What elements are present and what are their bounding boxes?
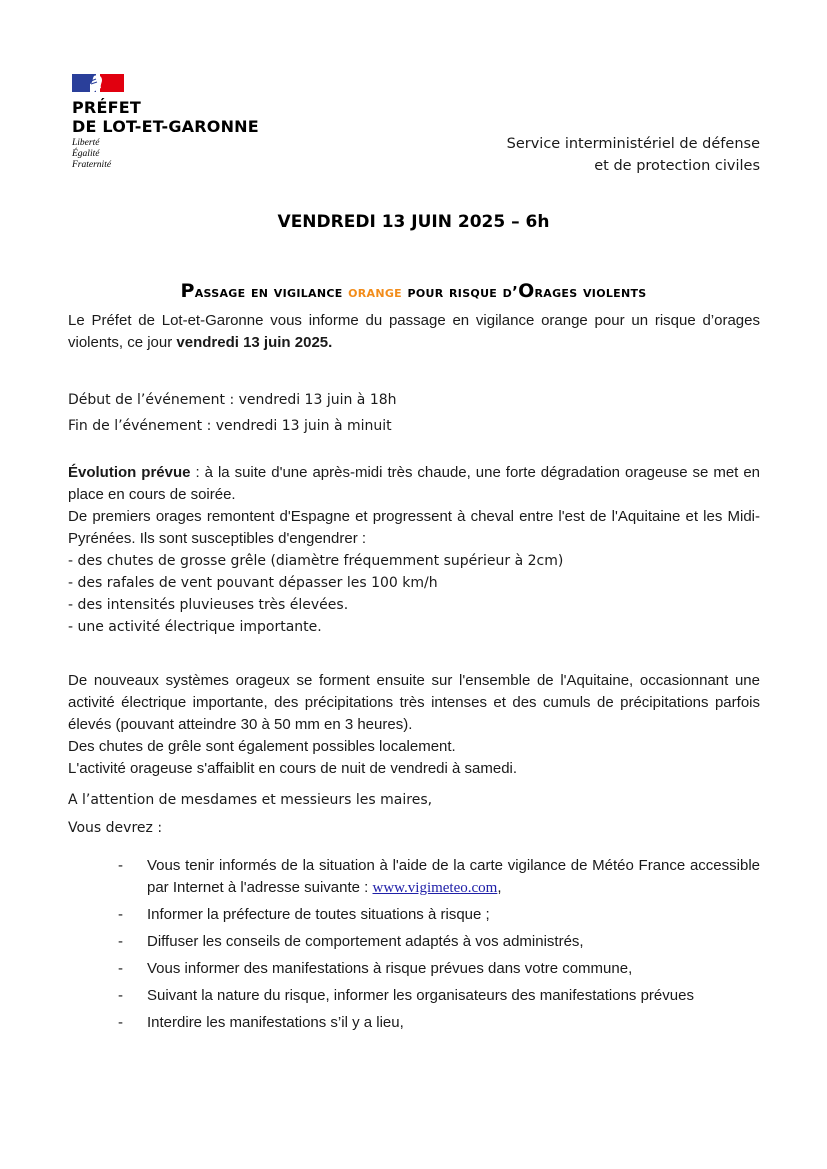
dash-bullet: - (118, 1014, 123, 1031)
dash-bullet: - (118, 857, 123, 874)
duty-text: Suivant la nature du risque, informer les organisateurs des manifestations prévues (147, 987, 694, 1004)
evolution-paragraph (68, 462, 760, 506)
hazard-item: - une activité électrique importante. (68, 619, 322, 635)
dash-bullet: - (118, 960, 123, 977)
duty-item (118, 904, 760, 926)
prefecture-logo (72, 74, 259, 171)
service-line-1: Service interministériel de défense (506, 136, 760, 152)
dash-bullet: - (118, 933, 123, 950)
marianne-profile-icon (90, 74, 106, 92)
duty-text-main: Vous tenir informés de la situation à l'aide de la carte vigilance de Météo France accessible par Internet à l'adresse suivante : (147, 857, 760, 896)
duty-item (118, 985, 760, 1007)
hazard-item: - des chutes de grosse grêle (diamètre fréquemment supérieur à 2cm) (68, 553, 564, 569)
intro-date: vendredi 13 juin 2025. (176, 334, 333, 351)
mayors-must: Vous devrez : (68, 820, 163, 836)
weakening-note: L'activité orageuse s'affaiblit en cours de nuit de vendredi à samedi. (68, 760, 518, 777)
motto-egalite: Égalité (72, 149, 100, 159)
event-start: Début de l’événement : vendredi 13 juin à 18h (68, 392, 397, 408)
service-name (507, 133, 760, 177)
vigimeteo-link[interactable]: www.vigimeteo.com (372, 880, 498, 896)
title-part-2: pour risque d’ (401, 283, 519, 301)
intro-text: Le Préfet de Lot-et-Garonne vous informe du passage en vigilance orange pour un risque d’orages violents, ce jour (68, 312, 760, 351)
evolution-detail: De premiers orages remontent d'Espagne et progressent à cheval entre l'est de l'Aquitaine et les Midi-Pyrénées. Ils sont susceptibles d'engendrer : (68, 508, 760, 547)
intro-paragraph (68, 310, 760, 354)
duties-list (118, 855, 760, 1039)
service-line-2: et de protection civiles (594, 158, 760, 174)
duty-text: Diffuser les conseils de comportement adaptés à vos administrés, (147, 933, 584, 950)
duty-text: Informer la préfecture de toutes situations à risque ; (147, 906, 490, 923)
dash-bullet: - (118, 987, 123, 1004)
hazard-item: - des rafales de vent pouvant dépasser les 100 km/h (68, 575, 438, 591)
main-title (0, 280, 827, 302)
duty-item (118, 958, 760, 980)
title-part-3: rages violents (534, 283, 647, 301)
hazard-item: - des intensités pluvieuses très élevées. (68, 597, 349, 613)
dash-bullet: - (118, 906, 123, 923)
logo-title (72, 98, 259, 136)
duty-item (118, 1012, 760, 1034)
duty-text (147, 855, 760, 899)
duty-text: Interdire les manifestations s’il y a lieu, (147, 1014, 404, 1031)
duty-punct: , (497, 879, 502, 896)
duty-item (118, 855, 760, 899)
date-title: VENDREDI 13 JUIN 2025 – 6h (277, 212, 550, 232)
followup-paragraph: De nouveaux systèmes orageux se forment ensuite sur l'ensemble de l'Aquitaine, occasionnant une activité électrique importante, des précipitations très intenses et des cumuls de précipitations parfois élevés (pouvant atteindre 30 à 50 mm en 3 heures). (68, 672, 760, 733)
republic-motto (72, 138, 259, 171)
evolution-text: : à la suite d'une après-midi très chaude, une forte dégradation orageuse se met en place en cours de soirée. (68, 464, 761, 503)
motto-liberte: Liberté (72, 138, 100, 148)
title-initial: P (180, 280, 195, 302)
title-part-1: assage en vigilance (194, 283, 349, 301)
mayors-attention: A l’attention de mesdames et messieurs les maires, (68, 792, 433, 808)
event-end: Fin de l’événement : vendredi 13 juin à minuit (68, 418, 392, 434)
hail-note: Des chutes de grêle sont également possibles localement. (68, 738, 456, 755)
bulletin-body (68, 310, 760, 842)
duty-item (118, 931, 760, 953)
marianne-flag-icon (72, 74, 124, 92)
duty-text: Vous informer des manifestations à risque prévues dans votre commune, (147, 960, 633, 977)
vigilance-level-orange: orange (348, 283, 402, 301)
evolution-label: Évolution prévue (68, 464, 191, 481)
motto-fraternite: Fraternité (72, 160, 112, 170)
title-big-o: O (518, 280, 535, 302)
logo-title-line-2: DE LOT-ET-GARONNE (72, 117, 259, 136)
logo-title-line-1: PRÉFET (72, 98, 141, 117)
